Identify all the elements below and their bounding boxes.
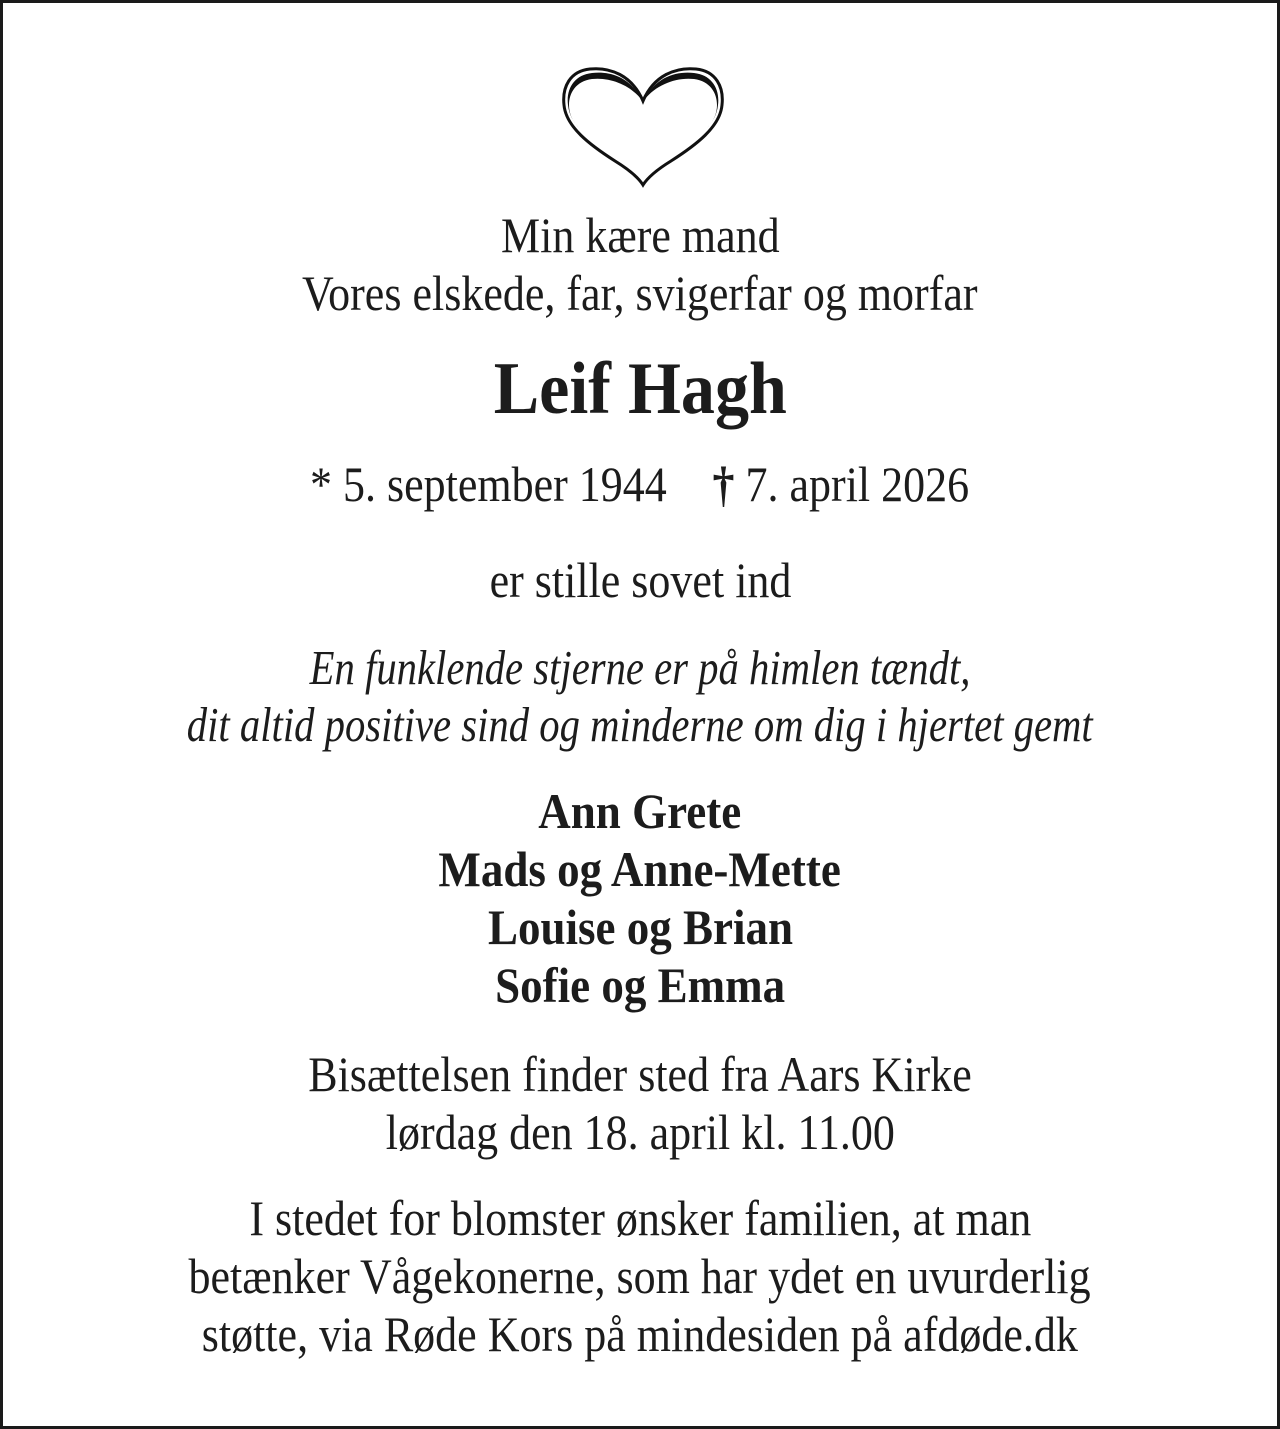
funeral-line-2 [3,1104,1277,1160]
family-member-1 [3,783,1277,839]
intro-line-1 [3,207,1277,263]
intro-text-1: Min kære mand [500,207,780,263]
death-cross-icon: † [712,456,735,512]
family-text-4: Sofie og Emma [495,957,785,1013]
verse-line-1 [3,640,1277,695]
donation-text-1: I stedet for blomster ønsker familien, at man [249,1190,1031,1246]
intro-text-2: Vores elskede, far, svigerfar og morfar [302,265,978,321]
verse-text-1: En funklende stjerne er på himlen tændt, [309,640,971,695]
funeral-line-1 [3,1046,1277,1102]
dates-line [3,456,1277,512]
statement-text: er stille sovet ind [489,552,791,608]
deceased-name [3,348,1277,430]
family-text-1: Ann Grete [538,783,742,839]
verse-text-2: dit altid positive sind og minderne om dig i hjertet gemt [187,697,1093,752]
family-text-2: Mads og Anne-Mette [438,841,842,897]
donation-line-2 [3,1248,1277,1304]
statement-line [3,552,1277,608]
donation-text-2: betænker Vågekonerne, som har ydet en uvurderlig [188,1248,1092,1304]
funeral-text-1: Bisættelsen finder sted fra Aars Kirke [308,1046,972,1102]
family-text-3: Louise og Brian [487,899,793,955]
funeral-text-2: lørdag den 18. april kl. 11.00 [385,1104,895,1160]
birth-date: 5. september 1944 [343,456,668,512]
family-member-3 [3,899,1277,955]
donation-text-3: støtte, via Røde Kors på mindesiden på afdøde.dk [201,1306,1079,1362]
intro-line-2 [3,265,1277,321]
verse-line-2 [3,697,1277,752]
donation-line-3 [3,1306,1277,1362]
family-member-2 [3,841,1277,897]
deceased-name-text: Leif Hagh [493,348,787,430]
donation-line-1 [3,1190,1277,1246]
birth-symbol: * [310,456,333,512]
dates-group [310,456,970,512]
family-member-4 [3,957,1277,1013]
death-date: 7. april 2026 [745,456,970,512]
heart-outline-icon [560,65,726,189]
